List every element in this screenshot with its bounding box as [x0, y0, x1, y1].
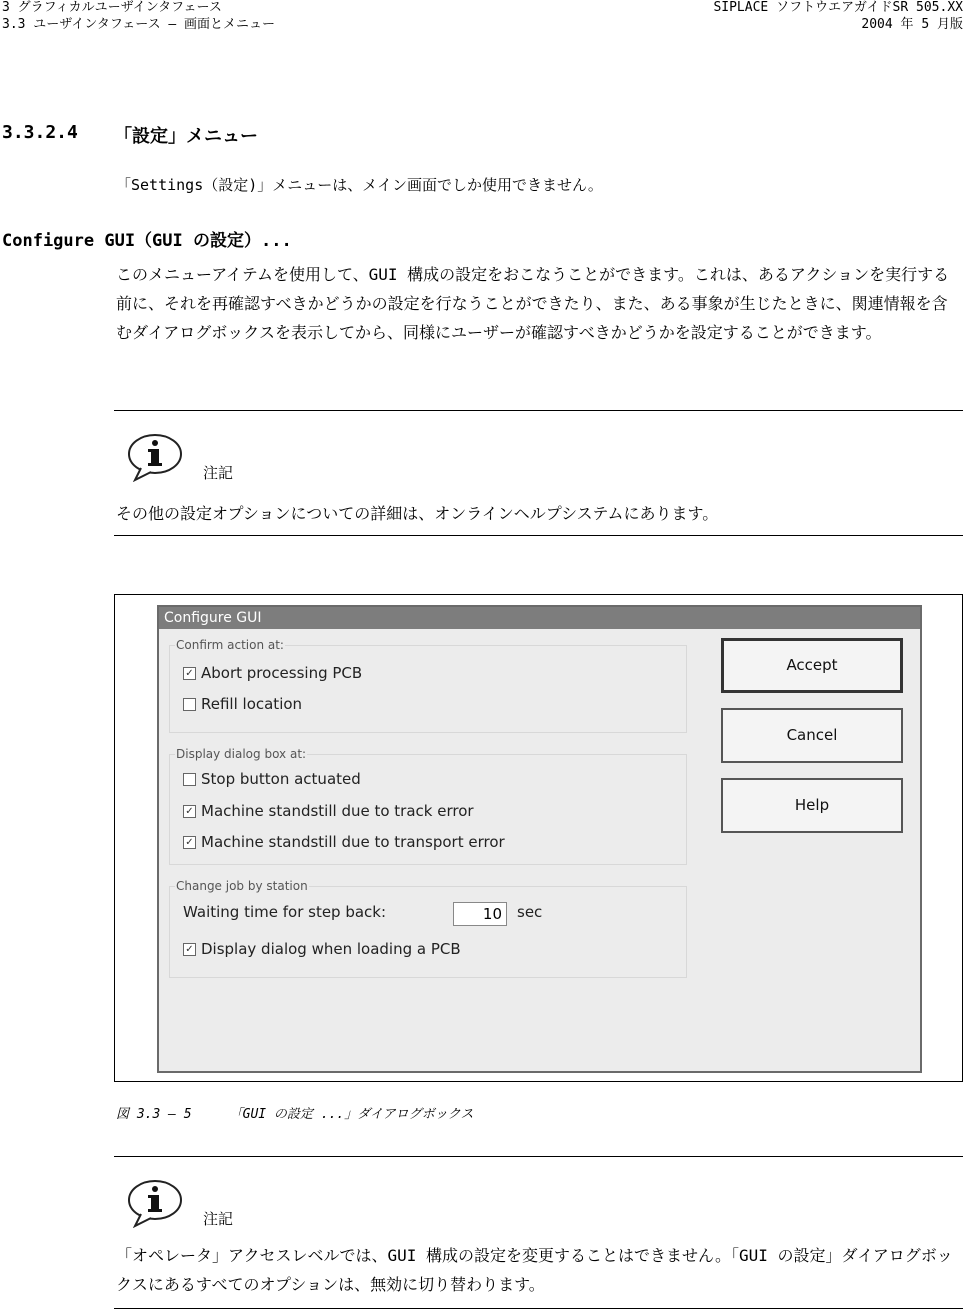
header-doc-title: SIPLACE ソフトウエアガイドSR 505.XX [713, 0, 963, 15]
section-title: 「設定」メニュー [114, 126, 258, 147]
header-date: 2004 年 5 月版 [861, 17, 963, 32]
checkbox-checked-icon: ✓ [183, 667, 196, 680]
note-bottom-rule [114, 535, 963, 536]
refill-location-checkbox[interactable]: Refill location [183, 695, 302, 713]
track-error-checkbox[interactable]: ✓ Machine standstill due to track error [183, 802, 474, 820]
note-label: 注記 [203, 464, 234, 482]
abort-processing-pcb-checkbox[interactable]: ✓ Abort processing PCB [183, 664, 362, 682]
waiting-time-label: Waiting time for step back: [183, 903, 387, 921]
group-label: Confirm action at: [176, 638, 284, 652]
header-section: 3.3 ユーザインタフェース – 画面とメニュー [2, 17, 276, 32]
waiting-time-input[interactable]: 10 [453, 902, 507, 926]
info-icon [125, 1178, 183, 1228]
figure-number: 図 3.3 – 5 [116, 1107, 192, 1122]
note-top-rule [114, 410, 963, 411]
stop-button-actuated-checkbox[interactable]: Stop button actuated [183, 770, 361, 788]
checkbox-checked-icon: ✓ [183, 943, 196, 956]
checkbox-unchecked-icon [183, 698, 196, 711]
group-label: Display dialog box at: [176, 747, 307, 761]
dialog-title: Configure GUI [159, 607, 920, 629]
change-job-group [169, 886, 687, 978]
help-button[interactable]: Help [721, 778, 903, 833]
checkbox-checked-icon: ✓ [183, 836, 196, 849]
info-icon [125, 432, 183, 482]
subsection-heading: Configure GUI（GUI の設定）... [2, 231, 292, 251]
confirm-action-group [169, 645, 687, 733]
section-intro: 「Settings（設定)」メニューは、メイン画面でしか使用できません。 [116, 176, 603, 194]
waiting-time-unit: sec [517, 903, 543, 921]
header-chapter: 3 グラフィカルユーザインタフェース [2, 0, 222, 15]
note-bottom-rule [114, 1308, 963, 1309]
checkbox-unchecked-icon [183, 773, 196, 786]
configure-gui-dialog [157, 605, 922, 1073]
subsection-body: このメニューアイテムを使用して、GUI 構成の設定をおこなうことができます。これは、あるアクションを実行する前に、それを再確認すべきかどうかの設定を行なうことができたり、また、ある事象が生じたときに、関連情報を含むダイアログボックスを表示してから、同様にユーザーが確認すべきかどうかを設定することができます。 [116, 265, 950, 342]
accept-button[interactable]: Accept [721, 638, 903, 693]
figure-title: 「GUI の設定 ...」ダイアログボックス [229, 1107, 474, 1122]
transport-error-checkbox[interactable]: ✓ Machine standstill due to transport error [183, 833, 505, 851]
group-label: Change job by station [176, 879, 308, 893]
figure-caption [116, 1103, 473, 1122]
display-dialog-loading-pcb-checkbox[interactable]: ✓ Display dialog when loading a PCB [183, 940, 461, 958]
note-text: その他の設定オプションについての詳細は、オンラインヘルプシステムにあります。 [116, 504, 719, 523]
note-top-rule [114, 1156, 963, 1157]
note-label: 注記 [203, 1210, 234, 1228]
section-number: 3.3.2.4 [2, 122, 78, 143]
checkbox-checked-icon: ✓ [183, 805, 196, 818]
cancel-button[interactable]: Cancel [721, 708, 903, 763]
note-text: 「オペレータ」アクセスレベルでは、GUI 構成の設定を変更することはできません。「GUI の設定」ダイアログボックスにあるすべてのオプションは、無効に切り替わります。 [116, 1246, 953, 1294]
